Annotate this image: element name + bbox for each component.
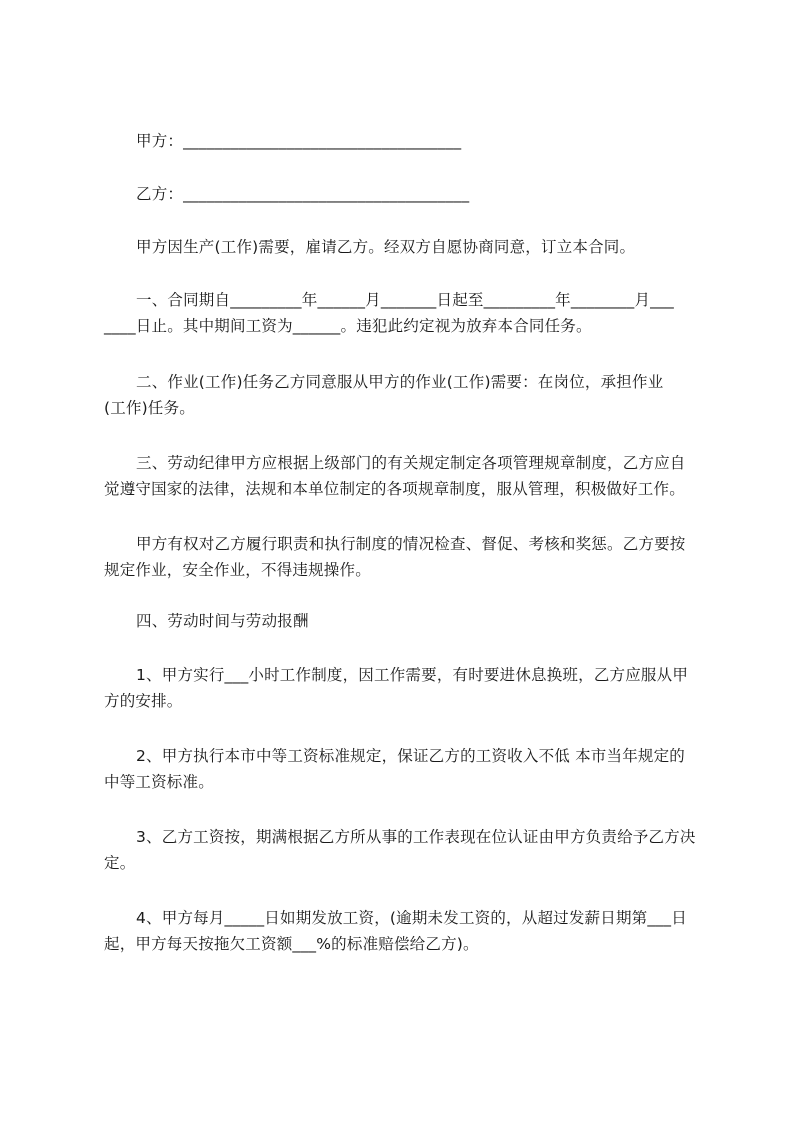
clause-2-line-1: 二、作业(工作)任务乙方同意服从甲方的作业(工作)需要：在岗位，承担作业 bbox=[136, 373, 664, 391]
item-2-line-1: 2、甲方执行本市中等工资标准规定，保证乙方的工资收入不低 本市当年规定的 bbox=[136, 747, 685, 765]
clause-3b-line-2: 规定作业，安全作业，不得违规操作。 bbox=[104, 561, 371, 579]
intro-paragraph: 甲方因生产(工作)需要，雇请乙方。经双方自愿协商同意，订立本合同。 bbox=[136, 238, 636, 256]
item-3-line-1: 3、乙方工资按，期满根据乙方所从事的工作表现在位认证由甲方负责给予乙方决 bbox=[136, 828, 696, 846]
item-3-line-2: 定。 bbox=[104, 854, 136, 872]
clause-2-line-2: (工作)任务。 bbox=[104, 399, 195, 417]
item-4-line-2: 起，甲方每天按拖欠工资额___%的标准赔偿给乙方)。 bbox=[104, 935, 479, 953]
clause-3-line-1: 三、劳动纪律甲方应根据上级部门的有关规定制定各项管理规章制度，乙方应自 bbox=[136, 454, 686, 472]
item-1-line-1: 1、甲方实行___小时工作制度，因工作需要，有时要进休息换班，乙方应服从甲 bbox=[136, 666, 689, 684]
clause-1-line-1: 一、合同期自_________年______月_______日起至_________年________月___ bbox=[136, 291, 675, 309]
party-b-line: 乙方：____________________________________ bbox=[136, 185, 470, 203]
clause-1-line-2: ____日止。其中期间工资为______。违犯此约定视为放弃本合同任务。 bbox=[104, 317, 592, 335]
party-a-line: 甲方：___________________________________ bbox=[136, 132, 462, 150]
clause-3-line-2: 觉遵守国家的法律，法规和本单位制定的各项规章制度，服从管理，积极做好工作。 bbox=[104, 480, 685, 498]
item-4-line-1: 4、甲方每月_____日如期发放工资，(逾期未发工资的，从超过发薪日期第___日 bbox=[136, 909, 687, 927]
clause-3b-line-1: 甲方有权对乙方履行职责和执行制度的情况检查、督促、考核和奖惩。乙方要按 bbox=[136, 535, 686, 553]
item-2-line-2: 中等工资标准。 bbox=[104, 773, 214, 791]
item-1-line-2: 方的安排。 bbox=[104, 692, 183, 710]
clause-4-title: 四、劳动时间与劳动报酬 bbox=[136, 612, 309, 630]
